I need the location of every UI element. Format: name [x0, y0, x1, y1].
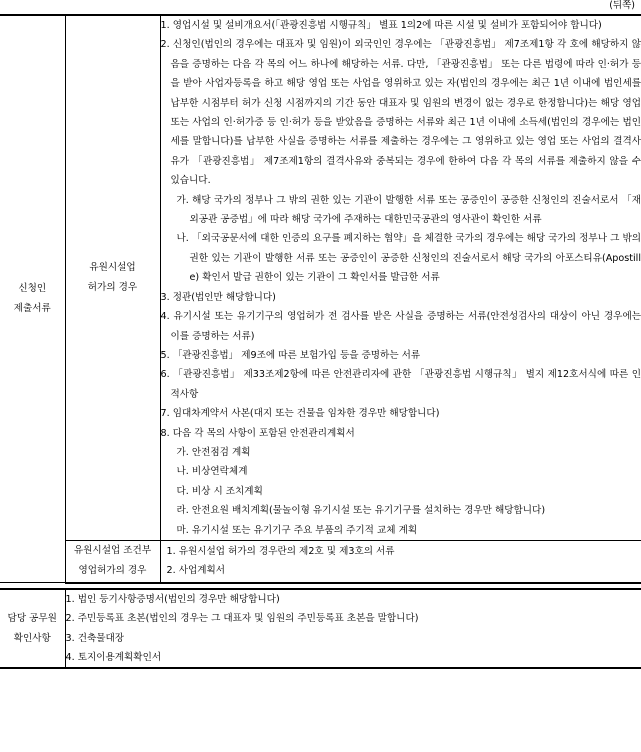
list-item: 2. 사업계획서	[166, 565, 226, 577]
facility-permit-label-cell	[65, 15, 160, 540]
list-item: 3. 정관(법인만 해당합니다)	[160, 291, 276, 303]
list-item: 3. 건축물대장	[65, 632, 125, 644]
conditional-permit-label-line2: 영업허가의 경우	[78, 565, 147, 577]
sub-item: 나. 「외국공문서에 대한 인증의 요구를 폐지하는 협약」을 체결한 국가의 경우에는 해당 국가의 정부나 그 밖의 권한 있는 기관이 발행한 서류 또는 공증인이 공증한 신청인의 진술서로서 해당 국가의 아포스티유(Apostille) 확인서 발급 권한이 있는 기관이 그 확인서를 발급한 서류	[176, 233, 641, 284]
facility-permit-row	[0, 15, 641, 540]
list-item: 8. 다음 각 목의 사항이 포함된 안전관리계획서	[160, 427, 355, 439]
list-item: 5. 「관광진흥법」 제9조에 따른 보험가입 등을 증명하는 서류	[160, 349, 421, 361]
applicant-docs-label-cell	[0, 15, 65, 583]
list-item: 4. 유기시설 또는 유기기구의 영업허가 전 검사를 받은 사실을 증명하는 서류(안전성검사의 대상이 아닌 경우에는 이를 증명하는 서류)	[160, 311, 641, 342]
official-check-row	[0, 589, 641, 669]
list-item: 1. 유원시설업 허가의 경우란의 제2호 및 제3호의 서류	[166, 545, 395, 557]
conditional-permit-label-line1: 유원시설업 조건부	[73, 545, 152, 557]
conditional-permit-row	[0, 540, 641, 582]
list-item: 2. 주민등록표 초본(법인의 경우는 그 대표자 및 임원의 주민등록표 초본을 말합니다)	[65, 613, 419, 625]
list-item: 1. 영업시설 및 설비개요서(「관광진흥법 시행규칙」 별표 1의2에 따른 시설 및 설비가 포함되어야 합니다)	[160, 20, 602, 31]
official-check-label-line1: 담당 공무원	[7, 612, 57, 624]
conditional-permit-content	[160, 540, 641, 582]
list-item: 1. 법인 등기사항증명서(법인의 경우만 해당합니다)	[65, 593, 280, 605]
list-item: 6. 「관광진흥법」 제33조제2항에 따른 안전관리자에 관한 「관광진흥법 시행규칙」 별지 제12호서식에 따른 인적사항	[160, 369, 641, 400]
list-item: 4. 토지이용계획확인서	[65, 652, 162, 663]
sub-item: 다. 비상 시 조치계획	[176, 485, 263, 497]
sub-item: 가. 안전점검 계획	[176, 446, 251, 458]
official-check-label-line2: 확인사항	[13, 632, 51, 644]
page-side-label: (뒤쪽)	[609, 0, 635, 11]
sub-item: 라. 안전요원 배치계획(물놀이형 유기시설 또는 유기기구를 설치하는 경우만 해당합니다)	[176, 505, 546, 517]
document-requirements-table	[0, 14, 641, 669]
official-check-content	[65, 589, 641, 669]
facility-permit-label-line2: 허가의 경우	[87, 281, 138, 293]
facility-permit-label-line1: 유원시설업	[89, 261, 136, 273]
applicant-docs-label-line2: 제출서류	[13, 303, 51, 315]
sub-item: 마. 유기시설 또는 유기기구 주요 부품의 주기적 교체 계획	[176, 524, 418, 536]
list-item: 2. 신청인(법인의 경우에는 대표자 및 임원)이 외국인인 경우에는 「관광진흥법」 제7조제1항 각 호에 해당하지 않음을 증명하는 다음 각 목의 어느 하나에 해당하는 서류. 다만, 「관광진흥법」 또는 다른 법령에 따라 인·허가 등을 받아 사업자등록을 하고 해당 영업 또는 사업을 영위하고 있는 자(법인의 경우에는 최근 1년 이내에 법인세를 납부한 시점부터 허가 신청 시점까지의 기간 동안 대표자 및 임원의 변경이 없는 경우로 한정합니다)는 해당 영업 또는 사업의 인·허가증 등 인·허가 등을 받았음을 증명하는 서류와 최근 1년 이내에 소득세(법인의 경우에는 법인세를 말합니다)를 납부한 사실을 증명하는 서류를 제출하는 경우에는 그 영위하고 있는 영업 또는 사업의 결격사유가 「관광진흥법」 제7조제1항의 결격사유와 중복되는 경우에 한하여 다음 각 목의 서류를 제출하지 않을 수 있습니다.	[160, 39, 641, 187]
sub-item: 나. 비상연락체계	[176, 466, 248, 478]
sub-item: 가. 해당 국가의 정부나 그 밖의 권한 있는 기관이 발행한 서류 또는 공증인이 공증한 신청인의 진술서로서 「재외공관 공증법」에 따라 해당 국가에 주재하는 대한민국공관의 영사관이 확인한 서류	[176, 194, 641, 226]
conditional-permit-label-cell	[65, 540, 160, 582]
facility-permit-content	[160, 15, 641, 540]
official-check-label-cell	[0, 589, 65, 669]
applicant-docs-label-line1: 신청인	[18, 283, 47, 295]
list-item: 7. 임대차계약서 사본(대지 또는 건물을 임차한 경우만 해당합니다)	[160, 408, 440, 420]
